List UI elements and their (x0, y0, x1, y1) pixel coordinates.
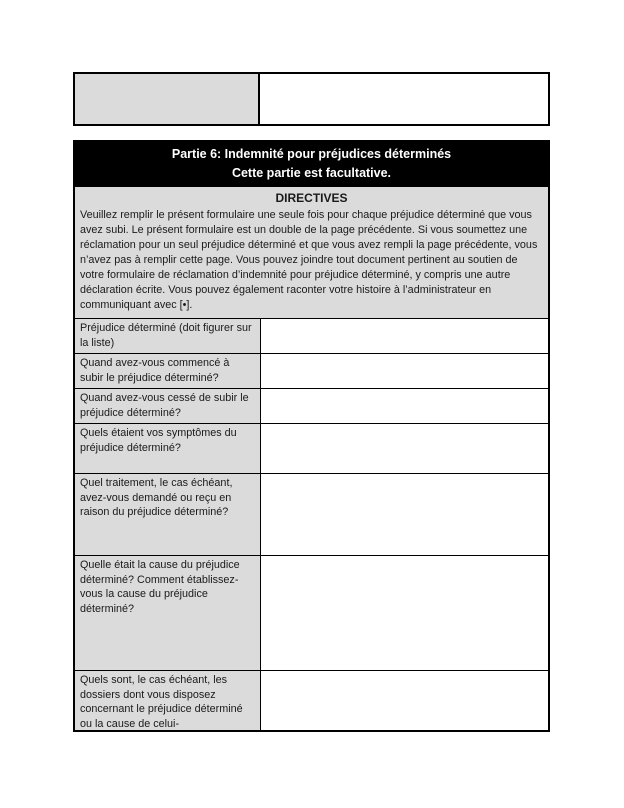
question-row-symptomes (75, 423, 548, 473)
part6-header-line2: Cette partie est facultative. (231, 166, 392, 180)
directives-section (75, 186, 548, 318)
part6-form-table (73, 140, 550, 732)
question-label: Quels sont, le cas échéant, les dossiers dont vous disposez concernant le préjudice déterminé ou la cause de celui- (75, 671, 261, 730)
question-label: Quand avez-vous cessé de subir le préjudice déterminé? (75, 389, 261, 423)
question-label: Quels étaient vos symptômes du préjudice déterminé? (75, 424, 261, 473)
directives-body: Veuillez remplir le présent formulaire une seule fois pour chaque préjudice déterminé que vous avez subi. Le présent formulaire est un double de la page précédente. Si vous soumettez une réclamation pour un seul préjudice déterminé et que vous avez rempli la page précédente, vous n’avez pas à remplir cette page. Vous pouvez joindre tout document pertinent au soutien de votre formulaire de réclamation d’indemnité pour préjudice déterminé, y compris une autre déclaration écrite. Vous pouvez également raconter votre histoire à l’administrateur en communiquant avec [•]. (80, 209, 538, 311)
part6-header-banner (75, 142, 548, 186)
question-row-cesse-subir (75, 388, 548, 423)
top-table-value-cell[interactable] (260, 74, 548, 124)
question-row-traitement (75, 473, 548, 555)
question-row-dossiers (75, 670, 548, 730)
answer-cell[interactable] (261, 671, 548, 730)
question-label: Quelle était la cause du préjudice déterminé? Comment établissez-vous la cause du préjudice déterminé? (75, 556, 261, 670)
answer-cell[interactable] (261, 354, 548, 388)
top-info-table (73, 72, 550, 126)
top-table-label-cell (75, 74, 260, 124)
part6-header-line1: Partie 6: Indemnité pour préjudices déterminés (171, 147, 452, 161)
question-label: Préjudice déterminé (doit figurer sur la liste) (75, 319, 261, 353)
directives-title: DIRECTIVES (275, 191, 348, 205)
question-row-prejudice-determine (75, 318, 548, 353)
answer-cell[interactable] (261, 556, 548, 670)
answer-cell[interactable] (261, 424, 548, 473)
question-row-cause (75, 555, 548, 670)
question-label: Quand avez-vous commencé à subir le préjudice déterminé? (75, 354, 261, 388)
answer-cell[interactable] (261, 474, 548, 555)
answer-cell[interactable] (261, 389, 548, 423)
question-label: Quel traitement, le cas échéant, avez-vous demandé ou reçu en raison du préjudice déterminé? (75, 474, 261, 555)
answer-cell[interactable] (261, 319, 548, 353)
question-row-commence-subir (75, 353, 548, 388)
